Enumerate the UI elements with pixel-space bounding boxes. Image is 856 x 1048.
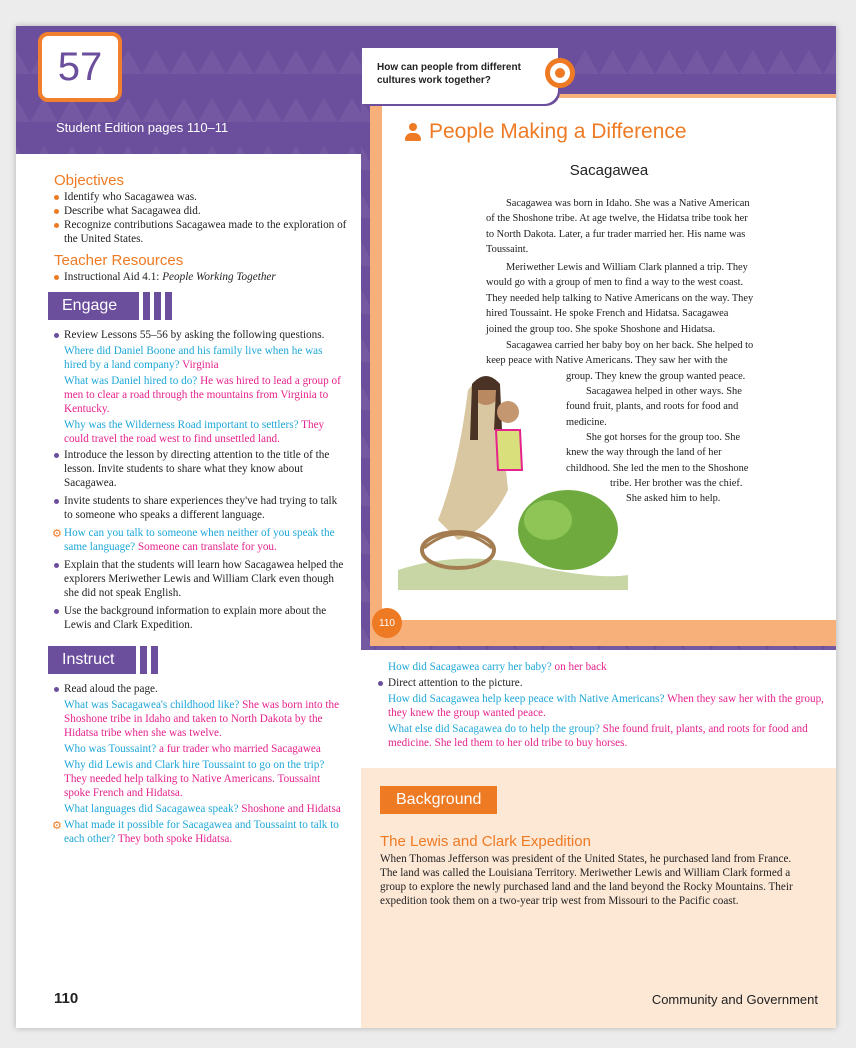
objective-item: Describe what Sacagawea did. bbox=[54, 204, 348, 218]
story-p3a: Sacagawea carried her baby boy on her back. She helped to keep peace with Native Americans. They saw her with the bbox=[486, 340, 754, 367]
engage-question-critical bbox=[54, 526, 348, 554]
story-p4: Sacagawea helped in other ways. She found fruit, plants, and roots for food and medicine. bbox=[566, 386, 742, 428]
cradleboard bbox=[496, 430, 522, 470]
question-text: How did Sacagawea carry her baby? bbox=[388, 661, 552, 673]
engage-bullet: Review Lessons 55–56 by asking the following questions. bbox=[54, 328, 348, 342]
student-edition-pages: Student Edition pages 110–11 bbox=[56, 120, 229, 135]
answer-text: She was born into the Shoshone tribe in Idaho and taken to North Dakota by the Hidatsa tribe when she was twelve. bbox=[64, 699, 340, 739]
background-label: Background bbox=[380, 786, 497, 814]
engage-question bbox=[54, 374, 348, 416]
answer-text: They both spoke Hidatsa. bbox=[117, 833, 233, 845]
engage-bar bbox=[154, 292, 161, 320]
feature-title bbox=[404, 120, 687, 144]
person-icon bbox=[404, 123, 422, 141]
feature-title-text: People Making a Difference bbox=[429, 120, 687, 143]
teacher-resource-item bbox=[54, 270, 348, 284]
instruct-question bbox=[54, 758, 348, 800]
question-text: What was Sacagawea's childhood like? bbox=[64, 699, 240, 711]
footer-page-number: 110 bbox=[54, 990, 79, 1007]
engage-question bbox=[54, 344, 348, 372]
answer-text: on her back bbox=[554, 661, 607, 673]
teacher-resources-heading: Teacher Resources bbox=[54, 252, 184, 269]
left-column bbox=[54, 172, 348, 848]
answer-text: He was hired to lead a group of men to clear a road through the mountains from Virginia to Kentucky. bbox=[64, 375, 341, 415]
question-text: What else did Sacagawea do to help the group? bbox=[388, 723, 600, 735]
resource-title: People Working Together bbox=[162, 271, 276, 283]
story-title: Sacagawea bbox=[569, 162, 649, 179]
engage-bar bbox=[143, 292, 150, 320]
instruct-question bbox=[54, 802, 348, 816]
objective-item: Recognize contributions Sacagawea made to the exploration of the United States. bbox=[54, 218, 348, 246]
engage-bar bbox=[165, 292, 172, 320]
answer-text: Virginia bbox=[182, 359, 219, 371]
critical-thinking-icon: ⚙ bbox=[52, 528, 62, 540]
answer-text: Someone can translate for you. bbox=[137, 541, 277, 553]
objectives-heading: Objectives bbox=[54, 172, 125, 189]
instruct-question-critical bbox=[54, 818, 348, 846]
continued-question bbox=[388, 722, 828, 750]
question-text: Why was the Wilderness Road important to settlers? bbox=[64, 419, 299, 431]
question-text: What languages did Sacagawea speak? bbox=[64, 803, 239, 815]
objective-item: Identify who Sacagawea was. bbox=[54, 190, 348, 204]
instruct-question bbox=[54, 698, 348, 740]
essential-question-box bbox=[362, 48, 558, 104]
question-text: How did Sacagawea help keep peace with Native Americans? bbox=[388, 693, 665, 705]
lesson-number: 57 bbox=[38, 32, 122, 102]
question-text: What was Daniel hired to do? bbox=[64, 375, 198, 387]
answer-text: When they saw her with the group, they knew the group wanted peace. bbox=[388, 693, 824, 719]
engage-bullet: Introduce the lesson by directing attention to the title of the lesson. Invite students to share what they know about Sacagawea. bbox=[54, 448, 348, 490]
background-text: When Thomas Jefferson was president of the United States, he purchased land from France. The land was called the Louisiana Territory. Meriwether Lewis and William Clark formed a group to explore the newly purchased land and the land beyond the Rocky Mountains. Their expedition took them on a two-year trip west from Missouri to the Pacific coast. bbox=[380, 853, 793, 907]
instruct-bar bbox=[151, 646, 158, 674]
story-p5: She got horses for the group too. She knew the way through the land of her childhood. She led the men to the Shoshone bbox=[566, 432, 749, 474]
engage-bullet: Explain that the students will learn how Sacagawea helped the explorers Meriwether Lewis and William Clark even though she did not speak English. bbox=[54, 558, 348, 600]
answer-text: They could travel the road west to find unsettled land. bbox=[64, 419, 325, 445]
bush-highlight bbox=[524, 500, 572, 540]
continued-question bbox=[388, 660, 828, 674]
background-title: The Lewis and Clark Expedition bbox=[380, 833, 591, 850]
instruct-label: Instruct bbox=[48, 646, 136, 674]
engage-question bbox=[54, 418, 348, 446]
baby-face bbox=[497, 401, 519, 423]
story-p5c: She asked him to help. bbox=[626, 493, 721, 504]
engage-bullet: Invite students to share experiences they've had trying to talk to someone who speaks a different language. bbox=[54, 494, 348, 522]
engage-label: Engage bbox=[48, 292, 139, 320]
target-icon bbox=[545, 58, 575, 88]
instruct-question bbox=[54, 742, 348, 756]
answer-text: Shoshone and Hidatsa bbox=[241, 803, 341, 815]
continued-questions bbox=[388, 658, 828, 752]
story-p5b: tribe. Her brother was the chief. bbox=[610, 478, 743, 489]
student-page-number: 110 bbox=[372, 608, 402, 638]
resource-prefix: Instructional Aid 4.1: bbox=[64, 271, 163, 283]
footer-book-title: Community and Government bbox=[651, 992, 818, 1007]
critical-thinking-icon: ⚙ bbox=[52, 820, 62, 832]
story-p3b: group. They knew the group wanted peace. bbox=[566, 371, 746, 382]
essential-question: How can people from different cultures work together? bbox=[377, 62, 521, 86]
question-text: Who was Toussaint? bbox=[64, 743, 157, 755]
answer-text: They needed help talking to Native Americans. Toussaint spoke French and Hidatsa. bbox=[64, 773, 321, 799]
continued-question bbox=[388, 692, 828, 720]
engage-bullet: Use the background information to explain more about the Lewis and Clark Expedition. bbox=[54, 604, 348, 632]
instruct-bar bbox=[140, 646, 147, 674]
continued-bullet: Direct attention to the picture. bbox=[378, 676, 828, 690]
story-p2: Meriwether Lewis and William Clark planned a trip. They would go with a group of men to find a way to the west coast. They needed help talking to Native Americans on the way. They hired Toussaint. He spoke French and Hidatsa. Sacagawea joined the group too. She spoke Shoshone and Hidatsa. bbox=[486, 262, 754, 335]
sacagawea-illustration bbox=[398, 370, 628, 590]
instruct-bullet: Read aloud the page. bbox=[54, 682, 348, 696]
answer-text: She found fruit, plants, and roots for food and medicine. She led them to her old tribe to buy horses. bbox=[388, 723, 808, 749]
question-text: What made it possible for Sacagawea and Toussaint to talk to each other? bbox=[64, 819, 339, 845]
instruct-header bbox=[48, 646, 348, 674]
engage-header bbox=[48, 292, 348, 320]
answer-text: a fur trader who married Sacagawea bbox=[159, 743, 321, 755]
question-text: Why did Lewis and Clark hire Toussaint to go on the trip? bbox=[64, 759, 325, 771]
story-p1: Sacagawea was born in Idaho. She was a Native American of the Shoshone tribe. At age twelve, the Hidatsa tribe took her to North Dakota. Later, a fur trader married her. His name was Toussaint. bbox=[486, 198, 750, 256]
question-text: How can you talk to someone when neither of you speak the same language? bbox=[64, 527, 335, 553]
question-text: Where did Daniel Boone and his family live when he was hired by a land company? bbox=[64, 345, 323, 371]
